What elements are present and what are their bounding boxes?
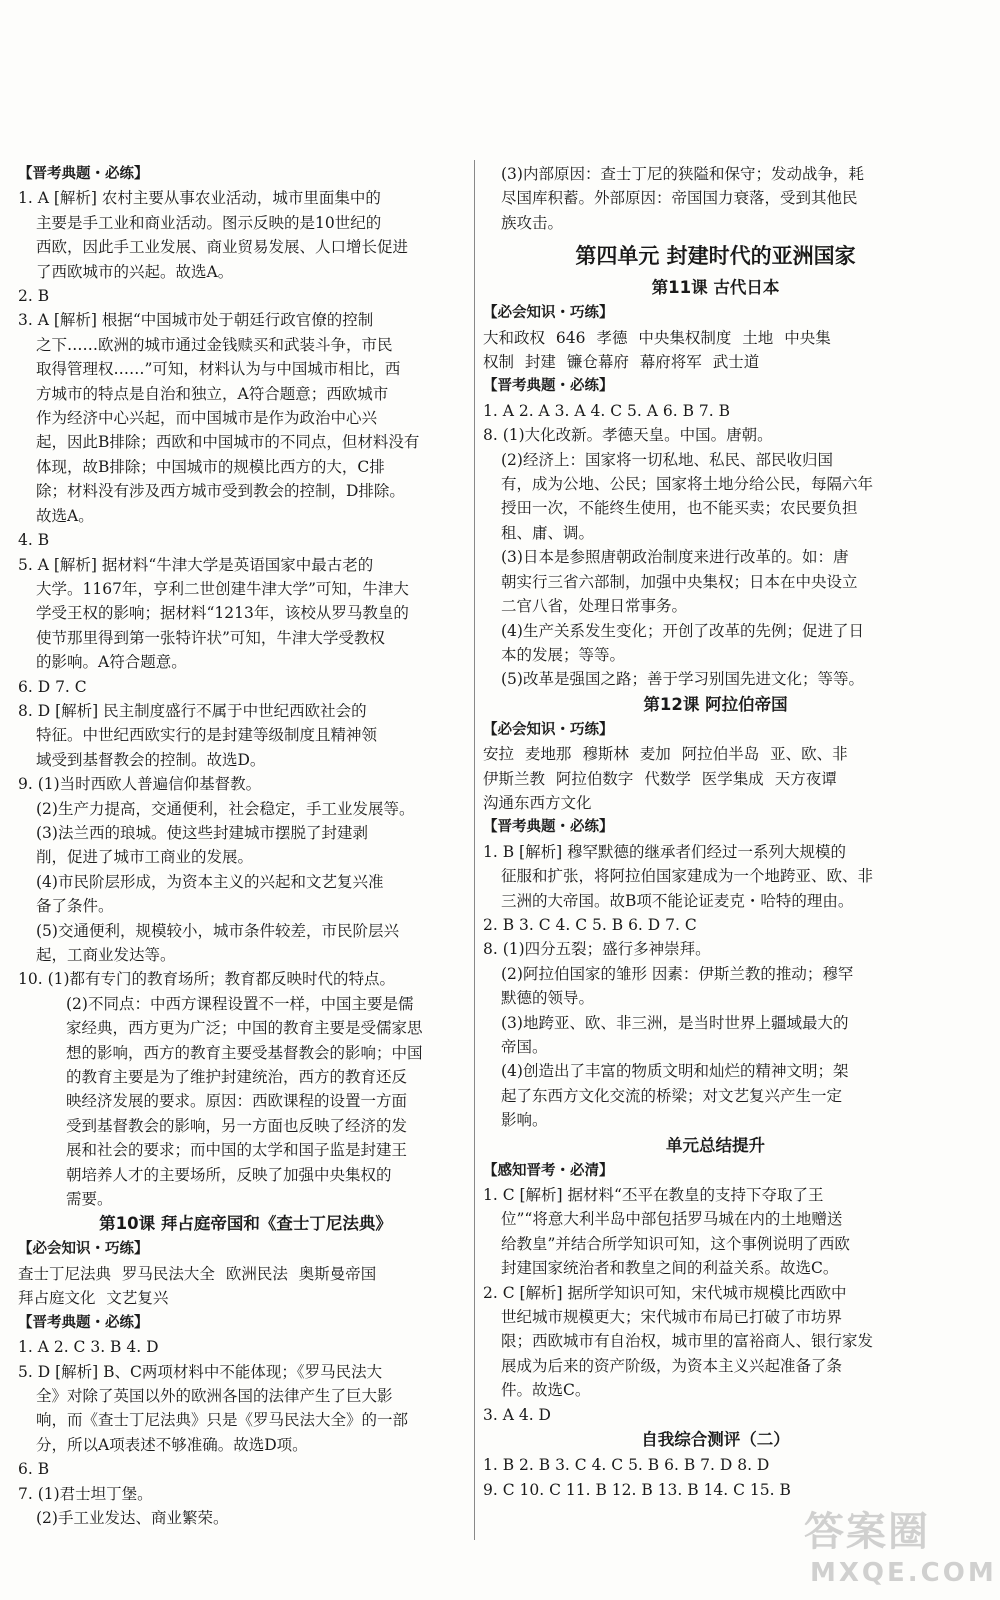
answer-item: 2. B 3. C 4. C 5. B 6. D 7. C xyxy=(483,915,697,934)
lesson-title: 单元总结提升 xyxy=(666,1135,765,1155)
answer-line: (2)经济上：国家将一切私地、私民、部民收归国 xyxy=(501,450,833,469)
answer-line: 响，而《查士丁尼法典》只是《罗马民法大全》的一部 xyxy=(36,1411,409,1430)
answer-line: 之下……欧洲的城市通过金钱赎买和武装斗争，市民 xyxy=(36,335,393,354)
answer-line: 世纪城市规模更大；宋代城市布局已打破了市坊界 xyxy=(501,1308,843,1327)
answer-line: 展成为后来的资产阶级，为资本主义兴起准备了条 xyxy=(501,1356,843,1375)
answer-line: 朝培养人才的主要场所，反映了加强中央集权的 xyxy=(66,1165,392,1184)
watermark-text: 答案圈 xyxy=(804,1509,930,1555)
answer-line: 主要是手工业和商业活动。图示反映的是10世纪的 xyxy=(36,213,382,232)
answer-line: (3)内部原因：查士丁尼的狭隘和保守；发动战争，耗 xyxy=(501,165,864,183)
answer-line: 给教皇”并结合所学知识可知，这个事例说明了西欧 xyxy=(501,1234,850,1253)
answer-line: 展和社会的要求；而中国的太学和国子监是封建王 xyxy=(66,1141,408,1160)
lesson-title: 第12课 阿拉伯帝国 xyxy=(643,694,788,714)
answer-item: 3. A 4. D xyxy=(483,1405,551,1424)
lesson-title: 第11课 古代日本 xyxy=(651,278,780,298)
answer-line: 体现，故B排除；中国城市的规模比西方的大，C排 xyxy=(36,457,385,476)
answer-line: 了西欧城市的兴起。故选A。 xyxy=(36,262,234,281)
answer-line: 学受王权的影响；据材料“1213年，该校从罗马教皇的 xyxy=(36,604,409,623)
answer-line: 尽国库积蓄。外部原因：帝国国力衰落，受到其他民 xyxy=(501,189,858,208)
lesson-title: 自我综合测评（二） xyxy=(641,1430,790,1450)
answer-line: 想的影响，西方的教育主要受基督教会的影响；中国 xyxy=(66,1043,423,1062)
watermark-url: MXQE.COM xyxy=(810,1558,997,1588)
answer-line: (2)手工业发达、商业繁荣。 xyxy=(36,1508,229,1527)
answer-line: (3)日本是参照唐朝政治制度来进行改革的。如：唐 xyxy=(501,548,849,567)
answer-line: 取得管理权……”可知，材料认为与中国城市相比，西 xyxy=(36,360,401,379)
answer-item: 3. A [解析] 根据“中国城市处于朝廷行政官僚的控制 xyxy=(18,311,374,330)
answer-line: 影响。 xyxy=(501,1111,548,1130)
keyword-line: 安拉 麦地那 穆斯林 麦加 阿拉伯半岛 亚、欧、非 xyxy=(483,745,848,764)
answer-line: (5)改革是强国之路；善于学习别国先进文化；等等。 xyxy=(501,670,864,689)
answer-line: 本的发展；等等。 xyxy=(501,645,626,664)
answer-line: (4)市民阶层形成，为资本主义的兴起和文艺复兴准 xyxy=(36,872,384,891)
answer-item: 5. A [解析] 据材料“牛津大学是英语国家中最古老的 xyxy=(18,555,374,574)
answer-item: 6. D 7. C xyxy=(18,677,87,696)
section-header: 【晋考典题・必练】 xyxy=(483,819,614,836)
answer-line: (3)地跨亚、欧、非三洲，是当时世界上疆域最大的 xyxy=(501,1013,849,1032)
answer-line: 映经济发展的要求。原因：西欧课程的设置一方面 xyxy=(66,1092,408,1111)
keyword-line: 伊斯兰教 阿拉伯数字 代数学 医学集成 天方夜谭 xyxy=(483,769,837,788)
answer-item: 9. (1)当时西欧人普遍信仰基督教。 xyxy=(18,775,262,794)
answer-item: 6. B xyxy=(18,1460,50,1479)
answer-item: 1. A 2. A 3. A 4. C 5. A 6. B 7. B xyxy=(483,401,730,420)
answer-line: 除；材料没有涉及西方城市受到教会的控制，D排除。 xyxy=(36,482,405,501)
answer-line: (5)交通便利，规模较小，城市条件较差，市民阶层兴 xyxy=(36,921,399,940)
answer-item: 8. (1)四分五裂；盛行多神崇拜。 xyxy=(483,940,711,959)
answer-line: 起，因此B排除；西欧和中国城市的不同点，但材料没有 xyxy=(36,433,420,452)
answer-line: 方城市的特点是自治和独立，A符合题意；西欧城市 xyxy=(36,384,389,403)
section-header: 【必会知识・巧练】 xyxy=(483,721,614,738)
answer-item: 7. (1)君士坦丁堡。 xyxy=(18,1484,153,1503)
answer-line: 备了条件。 xyxy=(36,897,114,916)
lesson-title: 第10课 拜占庭帝国和《查士丁尼法典》 xyxy=(99,1214,392,1234)
answer-line: 域受到基督教会的控制。故选D。 xyxy=(36,750,266,769)
answer-line: 使节那里得到第一张特许状”可知，牛津大学受教权 xyxy=(36,628,385,647)
answer-line: 故选A。 xyxy=(36,506,94,525)
section-header: 【感知晋考・必清】 xyxy=(483,1162,614,1179)
answer-item: 1. C [解析] 据材料“丕平在教皇的支持下夺取了王 xyxy=(483,1186,824,1205)
keyword-line: 拜占庭文化 文艺复兴 xyxy=(18,1289,169,1308)
answer-line: 授田一次，不能终生使用，也不能买卖；农民要负担 xyxy=(501,499,858,518)
answer-line: 封建国家统治者和教皇之间的利益关系。故选C。 xyxy=(501,1259,839,1278)
answer-line: (4)创造出了丰富的物质文明和灿烂的精神文明；架 xyxy=(501,1062,849,1081)
answer-line: 限；西欧城市有自治权，城市里的富裕商人、银行家发 xyxy=(501,1332,874,1351)
watermark-logo xyxy=(790,1500,997,1595)
answer-line: 西欧，因此手工业发展、商业贸易发展、人口增长促进 xyxy=(36,238,409,257)
answer-line: 削，促进了城市工商业的发展。 xyxy=(36,848,254,867)
answer-line: 起了东西方文化交流的桥梁；对文艺复兴产生一定 xyxy=(501,1086,843,1105)
answer-line: (3)法兰西的琅城。使这些封建城市摆脱了封建剥 xyxy=(36,823,368,842)
section-header: 【晋考典题・必练】 xyxy=(18,166,149,182)
answer-line: 征服和扩张，将阿拉伯国家建成为一个地跨亚、欧、非 xyxy=(501,867,874,886)
answer-line: (2)生产力提高，交通便利，社会稳定，手工业发展等。 xyxy=(36,799,415,818)
answer-line: 受到基督教会的影响，另一方面也反映了经济的发 xyxy=(66,1116,408,1135)
answer-line: (2)不同点：中西方课程设置不一样，中国主要是儒 xyxy=(66,994,414,1013)
answer-item: 5. D [解析] B、C两项材料中不能体现；《罗马民法大 xyxy=(18,1362,383,1381)
keyword-line: 查士丁尼法典 罗马民法大全 欧洲民法 奥斯曼帝国 xyxy=(18,1264,377,1283)
answer-line: 三洲的大帝国。故B项不能论证麦克・哈特的理由。 xyxy=(501,891,854,910)
left-column xyxy=(18,162,473,1530)
answer-line: 家经典，西方更为广泛；中国的教育主要是受儒家思 xyxy=(66,1019,423,1038)
answer-item: 1. A [解析] 农村主要从事农业活动，城市里面集中的 xyxy=(18,189,381,208)
answer-item: 1. A 2. C 3. B 4. D xyxy=(18,1338,159,1357)
section-header: 【必会知识・巧练】 xyxy=(483,305,614,322)
answer-line: 朝实行三省六部制，加强中央集权；日本在中央设立 xyxy=(501,572,858,591)
section-header: 【晋考典题・必练】 xyxy=(18,1314,149,1331)
answer-item: 2. B xyxy=(18,287,50,306)
answer-item: 9. C 10. C 11. B 12. B 13. B 14. C 15. B xyxy=(483,1480,791,1499)
answer-line: 分，所以A项表述不够准确。故选D项。 xyxy=(36,1435,308,1454)
answer-line: 作为经济中心兴起，而中国城市是作为政治中心兴 xyxy=(36,409,378,428)
answer-item: 1. B 2. B 3. C 4. C 5. B 6. B 7. D 8. D xyxy=(483,1456,770,1475)
answer-line: 默德的领导。 xyxy=(501,989,595,1008)
answer-item: 1. B [解析] 穆罕默德的继承者们经过一系列大规模的 xyxy=(483,842,847,861)
answer-line: 需要。 xyxy=(66,1190,113,1209)
answer-line: 的教育主要是为了维护封建统治，西方的教育还反 xyxy=(66,1068,408,1087)
answer-line: (2)阿拉伯国家的雏形 因素：伊斯兰教的推动；穆罕 xyxy=(501,964,854,983)
column-divider xyxy=(474,160,475,1540)
right-column xyxy=(483,162,948,1502)
answer-item: 2. C [解析] 据所学知识可知，宋代城市规模比西欧中 xyxy=(483,1283,847,1302)
answer-line: 租、庸、调。 xyxy=(501,523,595,542)
answer-line: 帝国。 xyxy=(501,1038,548,1056)
answer-line: (4)生产关系发生变化；开创了改革的先例；促进了日 xyxy=(501,621,864,640)
section-header: 【必会知识・巧练】 xyxy=(18,1241,149,1258)
keyword-line: 权制 封建 镰仓幕府 幕府将军 武士道 xyxy=(483,353,760,372)
answer-line: 族攻击。 xyxy=(501,213,564,232)
answer-item: 4. B xyxy=(18,531,50,550)
answer-item: 10. (1)都有专门的教育场所；教育都反映时代的特点。 xyxy=(18,970,396,989)
answer-line: 起，工商业发达等。 xyxy=(36,946,176,964)
answer-line: 特征。中世纪西欧实行的是封建等级制度且精神领 xyxy=(36,726,378,745)
answer-line: 的影响。A符合题意。 xyxy=(36,653,187,672)
answer-line: 位”“将意大利半岛中部包括罗马城在内的土地赠送 xyxy=(501,1210,843,1229)
answer-line: 二官八省，处理日常事务。 xyxy=(501,597,688,616)
answer-item: 8. (1)大化改新。孝德天皇。中国。唐朝。 xyxy=(483,426,773,445)
section-header: 【晋考典题・必练】 xyxy=(483,378,614,395)
keyword-line: 大和政权 646 孝德 中央集权制度 土地 中央集 xyxy=(483,328,831,347)
answer-item: 8. D [解析] 民主制度盛行不属于中世纪西欧社会的 xyxy=(18,701,367,720)
unit-title: 第四单元 封建时代的亚洲国家 xyxy=(575,244,856,269)
keyword-line: 沟通东西方文化 xyxy=(483,793,592,812)
answer-line: 件。故选C。 xyxy=(501,1381,591,1400)
answer-line: 有，成为公地、公民；国家将土地分给公民，每隔六年 xyxy=(501,475,874,494)
answer-line: 全》对除了英国以外的欧洲各国的法律产生了巨大影 xyxy=(36,1386,393,1405)
answer-line: 大学。1167年，亨利二世创建牛津大学”可知，牛津大 xyxy=(36,579,409,598)
